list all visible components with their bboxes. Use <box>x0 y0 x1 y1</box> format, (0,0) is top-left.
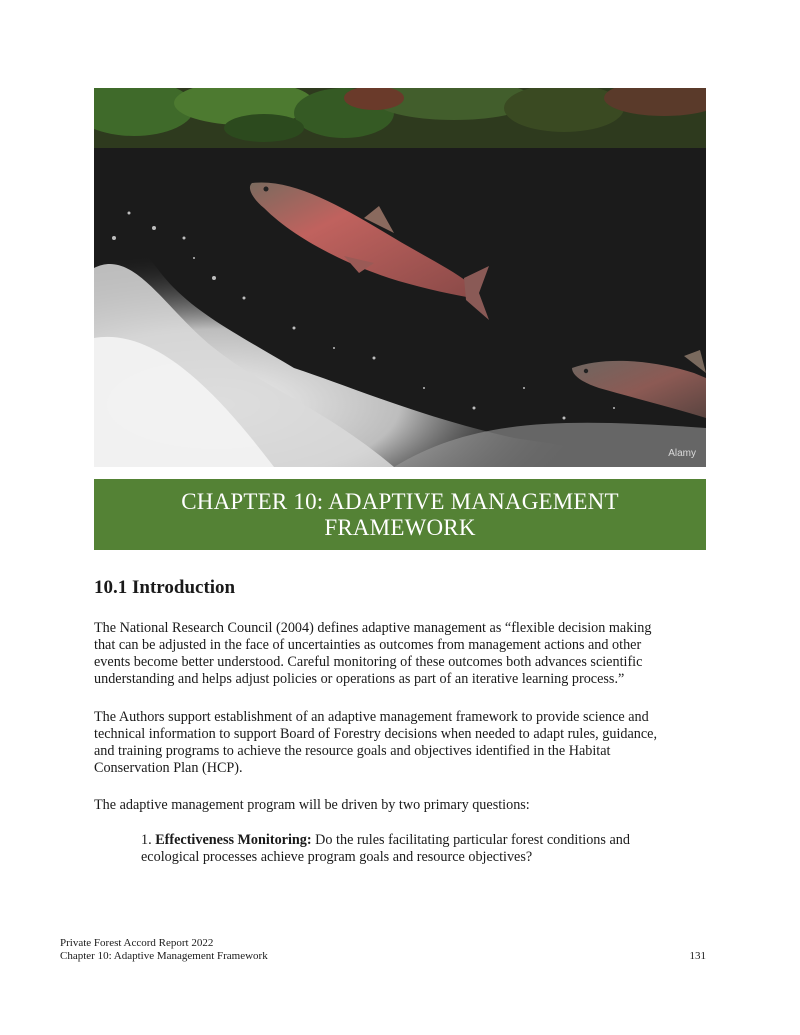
chapter-cover-photo <box>94 88 706 467</box>
photo-credit: Alamy <box>668 448 696 459</box>
chapter-title-line-2: FRAMEWORK <box>324 514 476 540</box>
list-item-number: 1. <box>141 832 152 848</box>
section-heading: 10.1 Introduction <box>94 577 236 598</box>
list-item-text: Do the rules facilitating particular forest conditions and <box>311 832 630 848</box>
paragraph-line: that can be adjusted in the face of uncertainties as outcomes from management actions and other <box>94 637 642 653</box>
paragraph-questions <box>94 797 706 814</box>
page-number: 131 <box>689 950 706 962</box>
list-item <box>141 832 701 866</box>
paragraph-line: The adaptive management program will be driven by two primary questions: <box>94 797 530 813</box>
paragraph-line: understanding and helps adjust policies or operations as part of an iterative learning process.” <box>94 671 625 687</box>
chapter-title-line-1: CHAPTER 10: ADAPTIVE MANAGEMENT <box>181 488 619 514</box>
footer-chapter-title: Chapter 10: Adaptive Management Framework <box>60 950 268 962</box>
paragraph-line: technical information to support Board of Forestry decisions when needed to adapt rules, guidance, <box>94 726 658 742</box>
paragraph-line: events become better understood. Careful monitoring of these outcomes both advances scientific <box>94 654 643 670</box>
paragraph-line: and training programs to achieve the resource goals and objectives identified in the Habitat <box>94 743 611 759</box>
footer-report-title: Private Forest Accord Report 2022 <box>60 937 214 949</box>
paragraph-line: The Authors support establishment of an adaptive management framework to provide science and <box>94 709 649 725</box>
paragraph-line: The National Research Council (2004) defines adaptive management as “flexible decision making <box>94 620 652 636</box>
paragraph-framework <box>94 709 706 777</box>
list-item-label: Effectiveness Monitoring: <box>155 832 312 848</box>
page-footer <box>60 937 706 963</box>
list-item-line-2: ecological processes achieve program goals and resource objectives? <box>141 849 533 865</box>
paragraph-line: Conservation Plan (HCP). <box>94 760 243 776</box>
paragraph-definition <box>94 620 706 688</box>
chapter-title-banner <box>94 479 706 550</box>
list-item-line-1 <box>141 832 701 849</box>
leaping-salmon-illustration <box>94 88 706 467</box>
